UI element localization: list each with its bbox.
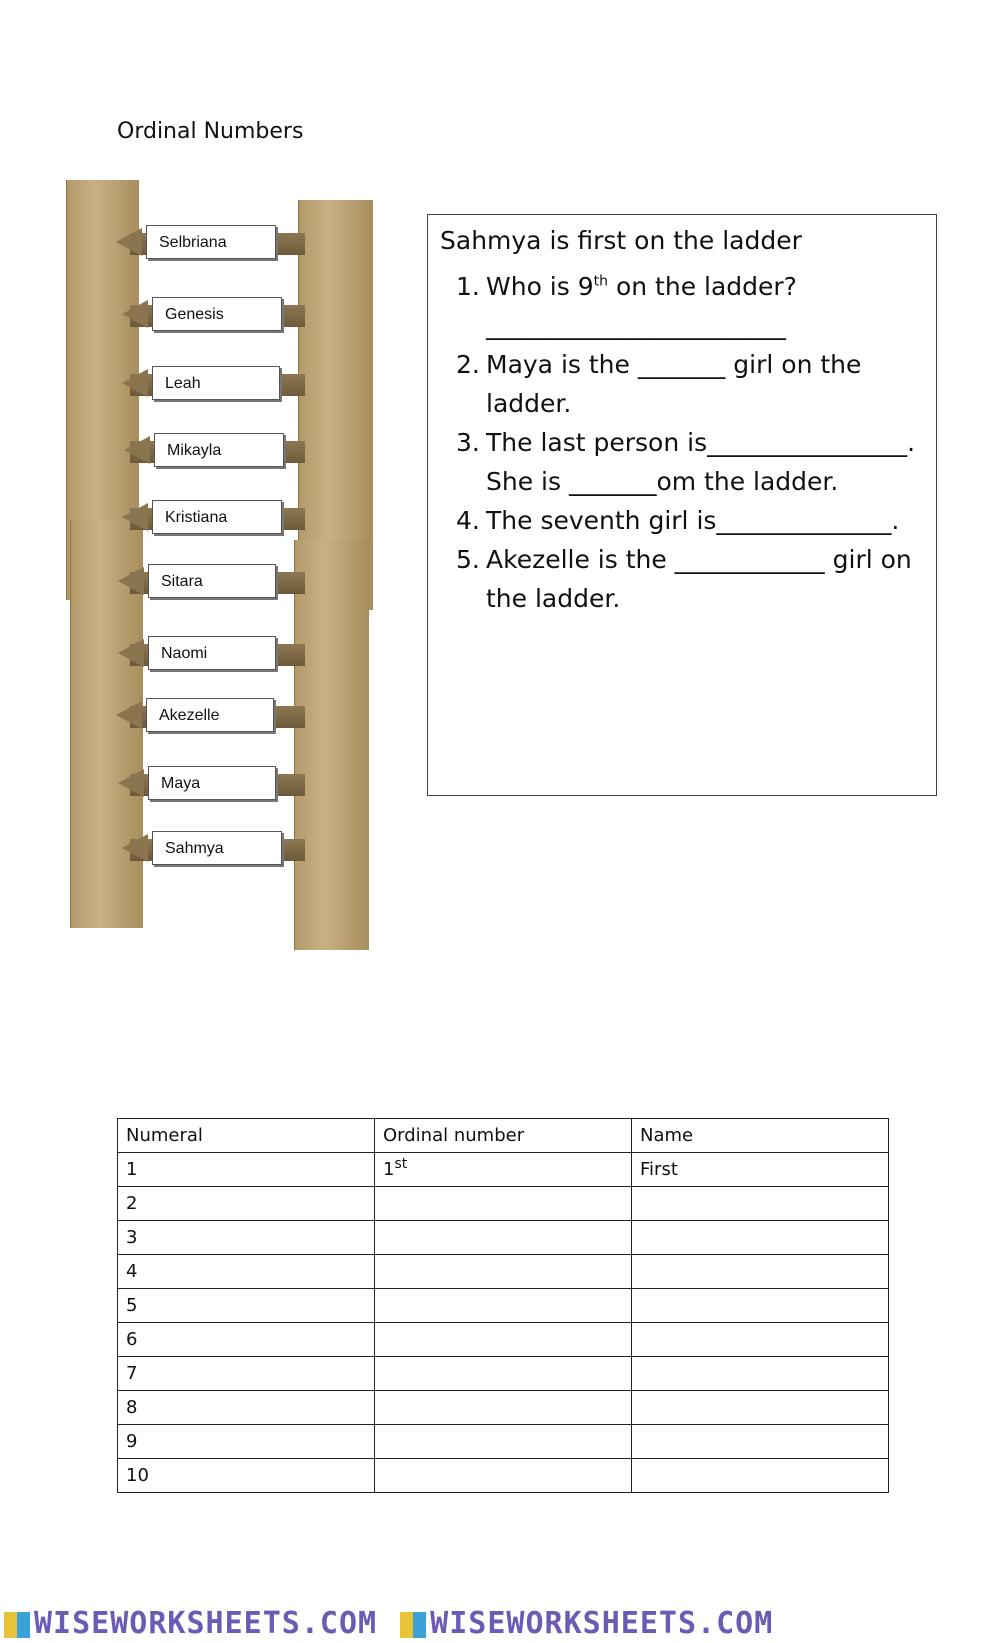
table-cell[interactable]	[375, 1153, 632, 1187]
question-number: 1.	[456, 272, 480, 301]
rung-end	[122, 503, 148, 531]
question-item	[456, 267, 916, 345]
rung-end	[122, 300, 148, 328]
table-row	[118, 1357, 889, 1391]
cell-value: First	[640, 1159, 678, 1180]
ladder-name-tag: Akezelle	[146, 698, 274, 732]
question-text: Akezelle is the ____________ girl on the ladder.	[486, 545, 912, 613]
rung-end	[118, 639, 144, 667]
table-cell[interactable]	[375, 1391, 632, 1425]
table-cell[interactable]	[632, 1459, 889, 1493]
column-header: Numeral	[118, 1119, 375, 1153]
table-cell[interactable]	[632, 1357, 889, 1391]
question-item	[456, 501, 916, 540]
table-cell[interactable]	[632, 1289, 889, 1323]
ladder-name-tag: Kristiana	[152, 500, 282, 534]
question-text: The seventh girl is______________.	[486, 506, 900, 535]
table-cell[interactable]	[375, 1221, 632, 1255]
superscript: st	[394, 1156, 408, 1172]
ordinal-table	[117, 1118, 889, 1493]
table-cell[interactable]	[375, 1425, 632, 1459]
question-text: Maya is the _______ girl on the ladder.	[486, 350, 862, 418]
cell-value: 3	[126, 1227, 138, 1248]
table-cell[interactable]	[632, 1323, 889, 1357]
ladder-name-tag: Mikayla	[154, 433, 284, 467]
table-row	[118, 1391, 889, 1425]
table-row	[118, 1323, 889, 1357]
table-cell[interactable]	[375, 1255, 632, 1289]
cell-value: 5	[126, 1295, 138, 1316]
question-text: The last person is________________. She is _______om the ladder.	[486, 428, 916, 496]
question-text: Who is 9	[486, 272, 594, 301]
table-cell[interactable]	[118, 1391, 375, 1425]
table-cell[interactable]	[632, 1153, 889, 1187]
table-cell[interactable]	[118, 1323, 375, 1357]
table-cell[interactable]	[375, 1187, 632, 1221]
ladder-name-tag: Sahmya	[152, 831, 282, 865]
table-row	[118, 1289, 889, 1323]
logo-icon	[400, 1612, 426, 1638]
rung-end	[118, 769, 144, 797]
cell-value: 9	[126, 1431, 138, 1452]
table-cell[interactable]	[118, 1187, 375, 1221]
table-cell[interactable]	[118, 1221, 375, 1255]
table-cell[interactable]	[632, 1255, 889, 1289]
question-number: 3.	[456, 428, 480, 457]
table-cell[interactable]	[375, 1459, 632, 1493]
table-cell[interactable]	[118, 1153, 375, 1187]
table-row	[118, 1187, 889, 1221]
superscript: th	[593, 273, 609, 290]
cell-value: 1	[126, 1159, 138, 1180]
cell-value: 4	[126, 1261, 138, 1282]
cell-value: 7	[126, 1363, 138, 1384]
cell-value: 8	[126, 1397, 138, 1418]
table-cell[interactable]	[632, 1187, 889, 1221]
table-cell[interactable]	[375, 1289, 632, 1323]
table-cell[interactable]	[632, 1391, 889, 1425]
table-cell[interactable]	[118, 1289, 375, 1323]
table-cell[interactable]	[118, 1357, 375, 1391]
question-number: 2.	[456, 350, 480, 379]
table-cell[interactable]	[375, 1323, 632, 1357]
table-row	[118, 1221, 889, 1255]
logo-icon	[4, 1612, 30, 1638]
question-item	[456, 423, 916, 501]
ladder-name-tag: Genesis	[152, 297, 282, 331]
table-cell[interactable]	[375, 1357, 632, 1391]
ladder-name-tag: Selbriana	[146, 225, 276, 259]
question-box	[427, 214, 937, 796]
question-item	[456, 540, 916, 618]
question-number: 4.	[456, 506, 480, 535]
cell-value: 10	[126, 1465, 149, 1486]
page-title: Ordinal Numbers	[117, 119, 304, 144]
ladder-name-tag: Naomi	[148, 636, 276, 670]
rung-end	[116, 701, 142, 729]
ladder-name-tag: Sitara	[148, 564, 276, 598]
table-cell[interactable]	[118, 1255, 375, 1289]
rung-end	[124, 436, 150, 464]
table-header-row	[118, 1119, 889, 1153]
rung-end	[122, 834, 148, 862]
table-cell[interactable]	[632, 1425, 889, 1459]
table-cell[interactable]	[632, 1221, 889, 1255]
cell-value: 2	[126, 1193, 138, 1214]
rung-end	[116, 228, 142, 256]
rung-end	[122, 369, 148, 397]
table-row	[118, 1425, 889, 1459]
table-row	[118, 1459, 889, 1493]
footer-watermark: WISEWORKSHEETS.COM WISEWORKSHEETS.COM	[0, 1606, 1000, 1643]
table-cell[interactable]	[118, 1425, 375, 1459]
question-list	[456, 267, 916, 618]
ladder-illustration	[60, 180, 400, 1000]
cell-value: 6	[126, 1329, 138, 1350]
question-heading: Sahmya is first on the ladder	[440, 226, 802, 255]
cell-value: 1	[383, 1159, 395, 1180]
question-number: 5.	[456, 545, 480, 574]
rung-end	[118, 567, 144, 595]
table-row	[118, 1153, 889, 1187]
column-header: Name	[632, 1119, 889, 1153]
right-rail-lower	[294, 540, 369, 950]
table-row	[118, 1255, 889, 1289]
column-header: Ordinal number	[375, 1119, 632, 1153]
ladder-name-tag: Leah	[152, 366, 280, 400]
table-cell[interactable]	[118, 1459, 375, 1493]
question-text: on the ladder?________________________	[486, 272, 797, 340]
ladder-name-tag: Maya	[148, 766, 276, 800]
question-item	[456, 345, 916, 423]
